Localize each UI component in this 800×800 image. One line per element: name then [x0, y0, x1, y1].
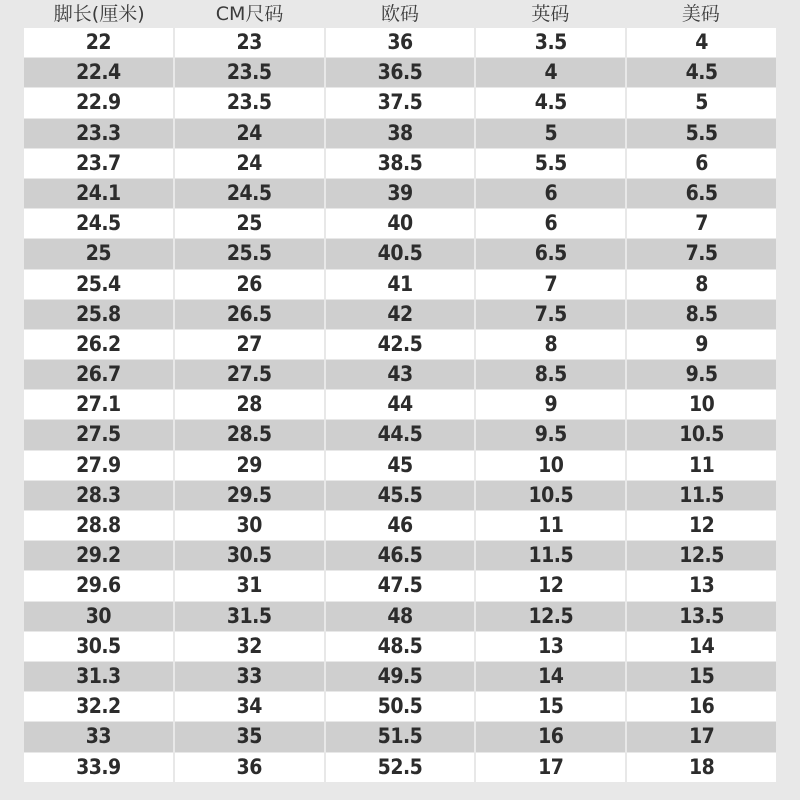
cell-eu-size: 49.5 — [326, 662, 475, 691]
cell-foot-length: 29.2 — [24, 541, 173, 570]
cell-cm-size: 29 — [175, 451, 324, 480]
table-row — [24, 632, 776, 661]
size-chart — [24, 0, 776, 785]
cell-foot-length: 23.3 — [24, 119, 173, 148]
cell-eu-size: 45.5 — [326, 481, 475, 510]
cell-cm-size: 27 — [175, 330, 324, 359]
table-row — [24, 420, 776, 449]
table-row — [24, 390, 776, 419]
cell-foot-length: 25.8 — [24, 300, 173, 329]
header-us-size: 美码 — [681, 3, 720, 25]
cell-uk-size: 10.5 — [476, 481, 625, 510]
cell-uk-size: 17 — [476, 753, 625, 782]
table-row — [24, 511, 776, 540]
table-row — [24, 179, 776, 208]
cell-cm-size: 28 — [175, 390, 324, 419]
cell-foot-length: 32.2 — [24, 692, 173, 721]
cell-cm-size: 35 — [175, 722, 324, 751]
table-row — [24, 662, 776, 691]
cell-cm-size: 23.5 — [175, 88, 324, 117]
cell-uk-size: 7.5 — [476, 300, 625, 329]
cell-foot-length: 26.2 — [24, 330, 173, 359]
cell-uk-size: 6.5 — [476, 239, 625, 268]
table-row — [24, 330, 776, 359]
cell-uk-size: 5.5 — [476, 149, 625, 178]
cell-eu-size: 43 — [326, 360, 475, 389]
cell-foot-length: 22.4 — [24, 58, 173, 87]
table-body — [24, 28, 776, 782]
cell-foot-length: 27.5 — [24, 420, 173, 449]
cell-eu-size: 46.5 — [326, 541, 475, 570]
cell-us-size: 9.5 — [627, 360, 776, 389]
table-row — [24, 300, 776, 329]
cell-eu-size: 47.5 — [326, 571, 475, 600]
table-row — [24, 541, 776, 570]
cell-foot-length: 25 — [24, 239, 173, 268]
cell-uk-size: 6 — [476, 209, 625, 238]
cell-uk-size: 10 — [476, 451, 625, 480]
cell-cm-size: 30 — [175, 511, 324, 540]
cell-cm-size: 23 — [175, 28, 324, 57]
cell-us-size: 13.5 — [627, 602, 776, 631]
table-row — [24, 360, 776, 389]
header-eu-size: 欧码 — [381, 3, 420, 25]
cell-foot-length: 24.1 — [24, 179, 173, 208]
cell-us-size: 18 — [627, 753, 776, 782]
cell-foot-length: 29.6 — [24, 571, 173, 600]
cell-eu-size: 42 — [326, 300, 475, 329]
cell-cm-size: 24 — [175, 149, 324, 178]
table-header — [24, 0, 776, 28]
cell-foot-length: 33 — [24, 722, 173, 751]
cell-uk-size: 8 — [476, 330, 625, 359]
cell-cm-size: 33 — [175, 662, 324, 691]
cell-foot-length: 31.3 — [24, 662, 173, 691]
cell-uk-size: 5 — [476, 119, 625, 148]
cell-us-size: 13 — [627, 571, 776, 600]
cell-us-size: 11.5 — [627, 481, 776, 510]
table-row — [24, 58, 776, 87]
cell-uk-size: 12.5 — [476, 602, 625, 631]
cell-eu-size: 50.5 — [326, 692, 475, 721]
table-row — [24, 239, 776, 268]
header-foot-length: 脚长(厘米) — [53, 3, 145, 25]
cell-eu-size: 45 — [326, 451, 475, 480]
cell-foot-length: 22 — [24, 28, 173, 57]
cell-us-size: 7.5 — [627, 239, 776, 268]
cell-foot-length: 28.3 — [24, 481, 173, 510]
cell-us-size: 6 — [627, 149, 776, 178]
cell-uk-size: 6 — [476, 179, 625, 208]
cell-eu-size: 38.5 — [326, 149, 475, 178]
cell-uk-size: 12 — [476, 571, 625, 600]
cell-foot-length: 23.7 — [24, 149, 173, 178]
cell-cm-size: 26.5 — [175, 300, 324, 329]
cell-foot-length: 30.5 — [24, 632, 173, 661]
cell-cm-size: 25 — [175, 209, 324, 238]
cell-eu-size: 41 — [326, 270, 475, 299]
table-row — [24, 571, 776, 600]
cell-cm-size: 26 — [175, 270, 324, 299]
cell-us-size: 10.5 — [627, 420, 776, 449]
cell-us-size: 5 — [627, 88, 776, 117]
cell-cm-size: 24.5 — [175, 179, 324, 208]
cell-cm-size: 25.5 — [175, 239, 324, 268]
cell-us-size: 15 — [627, 662, 776, 691]
cell-us-size: 5.5 — [627, 119, 776, 148]
cell-us-size: 8 — [627, 270, 776, 299]
table-row — [24, 209, 776, 238]
cell-us-size: 16 — [627, 692, 776, 721]
cell-eu-size: 37.5 — [326, 88, 475, 117]
cell-eu-size: 51.5 — [326, 722, 475, 751]
cell-us-size: 4.5 — [627, 58, 776, 87]
cell-cm-size: 24 — [175, 119, 324, 148]
cell-foot-length: 30 — [24, 602, 173, 631]
cell-uk-size: 16 — [476, 722, 625, 751]
cell-us-size: 14 — [627, 632, 776, 661]
table-row — [24, 753, 776, 782]
cell-cm-size: 32 — [175, 632, 324, 661]
cell-eu-size: 36.5 — [326, 58, 475, 87]
cell-eu-size: 52.5 — [326, 753, 475, 782]
cell-eu-size: 36 — [326, 28, 475, 57]
table-row — [24, 149, 776, 178]
cell-cm-size: 31.5 — [175, 602, 324, 631]
cell-foot-length: 27.9 — [24, 451, 173, 480]
cell-uk-size: 4.5 — [476, 88, 625, 117]
cell-us-size: 10 — [627, 390, 776, 419]
cell-us-size: 12.5 — [627, 541, 776, 570]
cell-cm-size: 30.5 — [175, 541, 324, 570]
table-row — [24, 602, 776, 631]
cell-eu-size: 44.5 — [326, 420, 475, 449]
cell-foot-length: 26.7 — [24, 360, 173, 389]
cell-eu-size: 48 — [326, 602, 475, 631]
cell-uk-size: 14 — [476, 662, 625, 691]
cell-foot-length: 28.8 — [24, 511, 173, 540]
cell-us-size: 4 — [627, 28, 776, 57]
cell-us-size: 7 — [627, 209, 776, 238]
cell-foot-length: 24.5 — [24, 209, 173, 238]
cell-cm-size: 28.5 — [175, 420, 324, 449]
cell-uk-size: 4 — [476, 58, 625, 87]
cell-eu-size: 39 — [326, 179, 475, 208]
header-uk-size: 英码 — [531, 3, 570, 25]
table-row — [24, 88, 776, 117]
cell-foot-length: 25.4 — [24, 270, 173, 299]
cell-eu-size: 42.5 — [326, 330, 475, 359]
cell-uk-size: 9.5 — [476, 420, 625, 449]
cell-uk-size: 9 — [476, 390, 625, 419]
cell-us-size: 9 — [627, 330, 776, 359]
cell-uk-size: 11 — [476, 511, 625, 540]
cell-cm-size: 23.5 — [175, 58, 324, 87]
cell-us-size: 11 — [627, 451, 776, 480]
table-row — [24, 722, 776, 751]
cell-uk-size: 13 — [476, 632, 625, 661]
cell-foot-length: 33.9 — [24, 753, 173, 782]
cell-uk-size: 3.5 — [476, 28, 625, 57]
cell-us-size: 17 — [627, 722, 776, 751]
table-row — [24, 270, 776, 299]
cell-eu-size: 40.5 — [326, 239, 475, 268]
cell-us-size: 12 — [627, 511, 776, 540]
cell-cm-size: 27.5 — [175, 360, 324, 389]
cell-cm-size: 29.5 — [175, 481, 324, 510]
cell-eu-size: 40 — [326, 209, 475, 238]
header-cm-size: CM尺码 — [215, 3, 284, 25]
cell-uk-size: 7 — [476, 270, 625, 299]
table-row — [24, 119, 776, 148]
table-row — [24, 481, 776, 510]
cell-eu-size: 46 — [326, 511, 475, 540]
cell-eu-size: 44 — [326, 390, 475, 419]
table-row — [24, 28, 776, 57]
cell-uk-size: 8.5 — [476, 360, 625, 389]
cell-cm-size: 36 — [175, 753, 324, 782]
cell-us-size: 8.5 — [627, 300, 776, 329]
cell-eu-size: 48.5 — [326, 632, 475, 661]
table-row — [24, 451, 776, 480]
cell-eu-size: 38 — [326, 119, 475, 148]
cell-uk-size: 15 — [476, 692, 625, 721]
table-row — [24, 692, 776, 721]
cell-us-size: 6.5 — [627, 179, 776, 208]
cell-cm-size: 34 — [175, 692, 324, 721]
cell-foot-length: 27.1 — [24, 390, 173, 419]
cell-foot-length: 22.9 — [24, 88, 173, 117]
cell-uk-size: 11.5 — [476, 541, 625, 570]
cell-cm-size: 31 — [175, 571, 324, 600]
